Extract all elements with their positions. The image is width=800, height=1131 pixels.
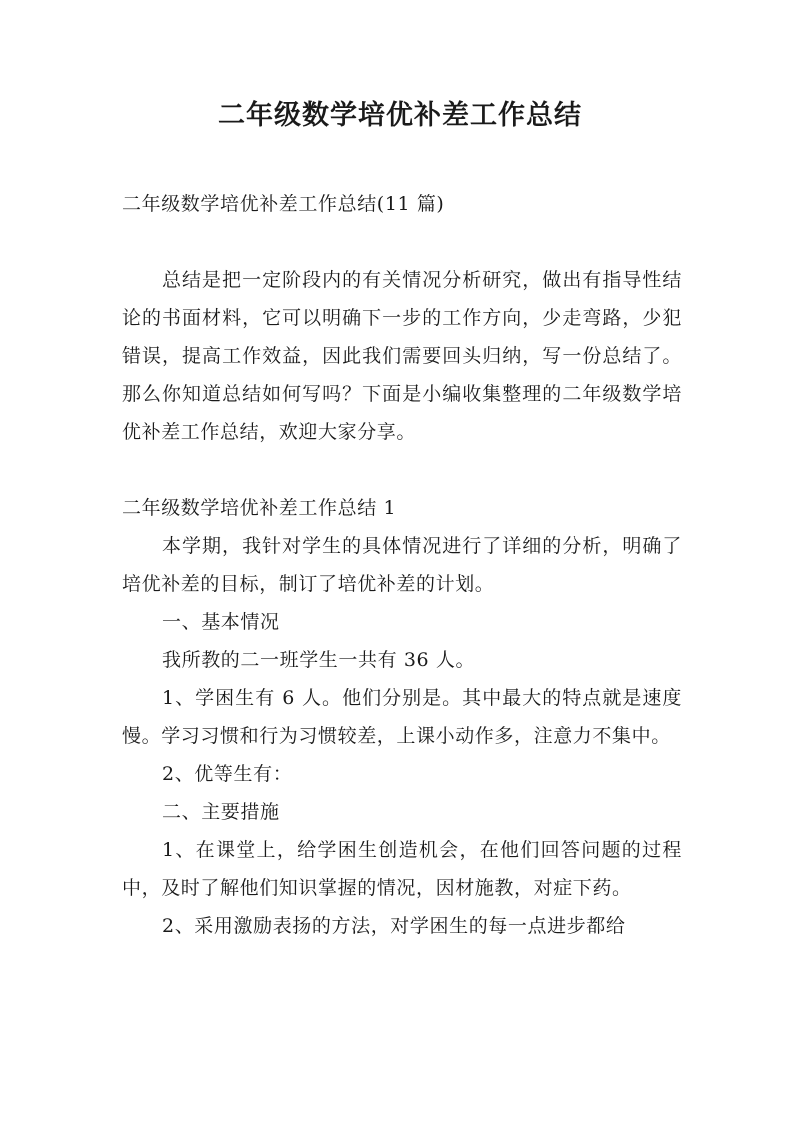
body-paragraph: 2、优等生有： [162, 763, 293, 785]
document-subtitle: 二年级数学培优补差工作总结(11 篇) [122, 193, 445, 215]
document-body [122, 185, 682, 945]
body-paragraph: 一、基本情况 [162, 611, 280, 633]
document-title: 二年级数学培优补差工作总结 [218, 100, 582, 131]
section-heading: 二年级数学培优补差工作总结 1 [122, 497, 397, 519]
body-paragraph: 1、在课堂上，给学困生创造机会，在他们回答问题的过程中，及时了解他们知识掌握的情况，因材施教，对症下药。 [122, 839, 682, 899]
intro-paragraph: 总结是把一定阶段内的有关情况分析研究，做出有指导性结论的书面材料，它可以明确下一步的工作方向，少走弯路，少犯错误，提高工作效益，因此我们需要回头归纳，写一份总结了。那么你知道总结如何写吗？下面是小编收集整理的二年级数学培优补差工作总结，欢迎大家分享。 [122, 269, 682, 443]
body-paragraph: 本学期，我针对学生的具体情况进行了详细的分析，明确了培优补差的目标，制订了培优补差的计划。 [122, 535, 682, 595]
body-paragraph: 二、主要措施 [162, 801, 280, 823]
body-paragraph: 2、采用激励表扬的方法，对学困生的每一点进步都给 [162, 915, 626, 937]
body-paragraph: 我所教的二一班学生一共有 36 人。 [162, 649, 476, 671]
body-paragraph: 1、学困生有 6 人。他们分别是。其中最大的特点就是速度慢。学习习惯和行为习惯较差，上课小动作多，注意力不集中。 [122, 687, 682, 747]
